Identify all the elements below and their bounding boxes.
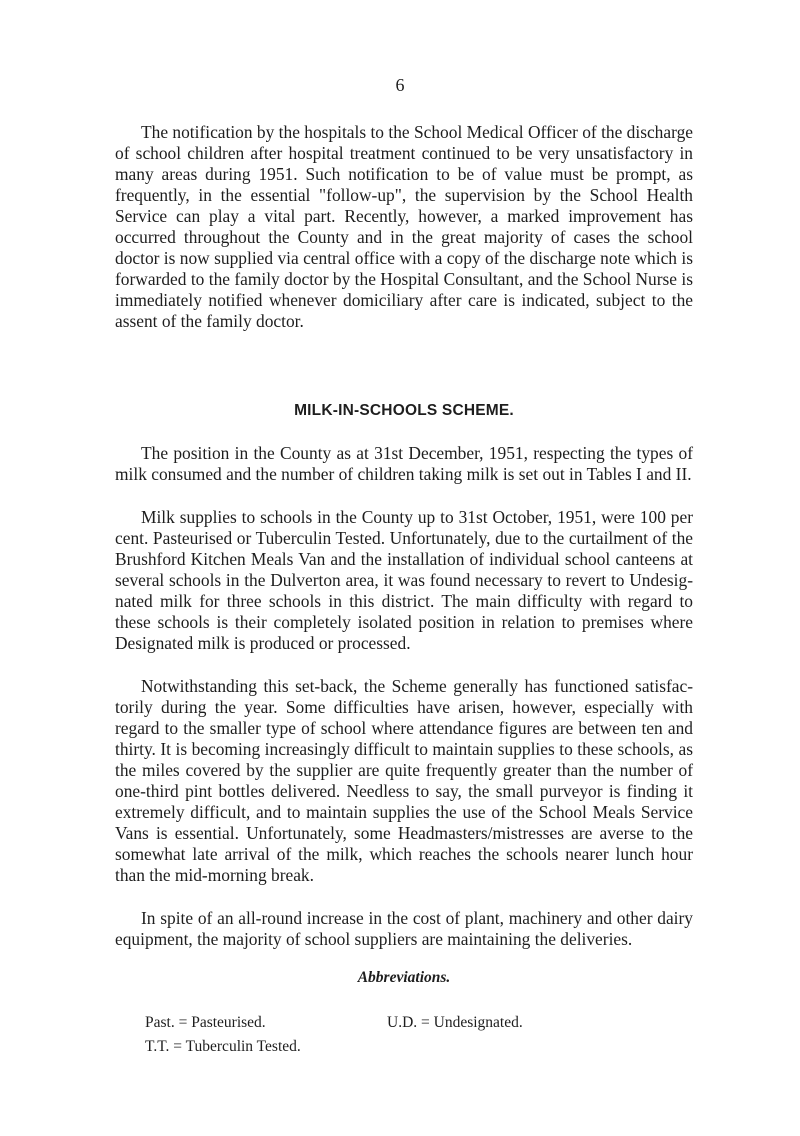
page-number: 6 — [395, 75, 405, 95]
paragraph-cost-increase: In spite of an all-round increase in the cost of plant, machinery and other dairy equipment, the majority of school suppliers are maintaining the deliveries. — [115, 908, 693, 949]
section-heading-milk-in-schools: MILK-IN-SCHOOLS SCHEME. — [294, 402, 514, 419]
abbreviations-list — [115, 1013, 693, 1063]
paragraph-hospital-notification: The notification by the hospitals to the School Medical Officer of the discharge of school children after hospital treatment continued to be very unsatisfactory in many areas during 1951. Such notification to be of value must be prompt, as frequently, in the essential "follow-up", the supervision by the School Health Service can play a vital part. Recently, however, a marked improvement has occurred throughout the County and in the great majority of cases the school doctor is now supplied via central office with a copy of the discharge note which is forwarded to the family doctor by the Hospital Consultant, and the School Nurse is immediately notified whenever domiciliary after care is indicated, subject to the assent of the family doctor. — [115, 122, 693, 331]
abbreviation-tuberculin-tested: T.T. = Tuberculin Tested. — [145, 1038, 301, 1055]
paragraph-setback: Notwithstanding this set-back, the Scheme generally has functioned satisfac-torily during the year. Some difficulties have arisen, however, especially with regard to the smaller type of school where attendance figures are between ten and thirty. It is becoming increasingly difficult to maintain supplies to these schools, as the miles covered by the supplier are quite frequently greater than the number of one-third pint bottles delivered. Needless to say, the small purveyor is finding it extremely difficult, and to maintain supplies the use of the School Meals Service Vans is essential. Unfortunately, some Headmasters/mistresses are averse to the somewhat late arrival of the milk, which reaches the schools nearer lunch hour than the mid-morning break. — [115, 676, 693, 885]
page-content — [115, 122, 693, 1063]
abbreviations-title: Abbreviations. — [357, 969, 451, 986]
paragraph-milk-position: The position in the County as at 31st December, 1951, respecting the types of milk consumed and the number of children taking milk is set out in Tables I and II. — [115, 443, 693, 484]
paragraph-milk-supplies: Milk supplies to schools in the County up to 31st October, 1951, were 100 per cent. Pasteurised or Tuberculin Tested. Unfortunately, due to the curtailment of the Brushford Kitchen Meals Van and the installation of individual school canteens at several schools in the Dulverton area, it was found necessary to revert to Undesig-nated milk for three schools in this district. The main difficulty with regard to these schools is their completely isolated position in relation to premises where Designated milk is produced or processed. — [115, 507, 693, 653]
abbreviation-pasteurised: Past. = Pasteurised. — [145, 1014, 266, 1031]
abbreviation-undesignated: U.D. = Undesignated. — [387, 1014, 523, 1031]
